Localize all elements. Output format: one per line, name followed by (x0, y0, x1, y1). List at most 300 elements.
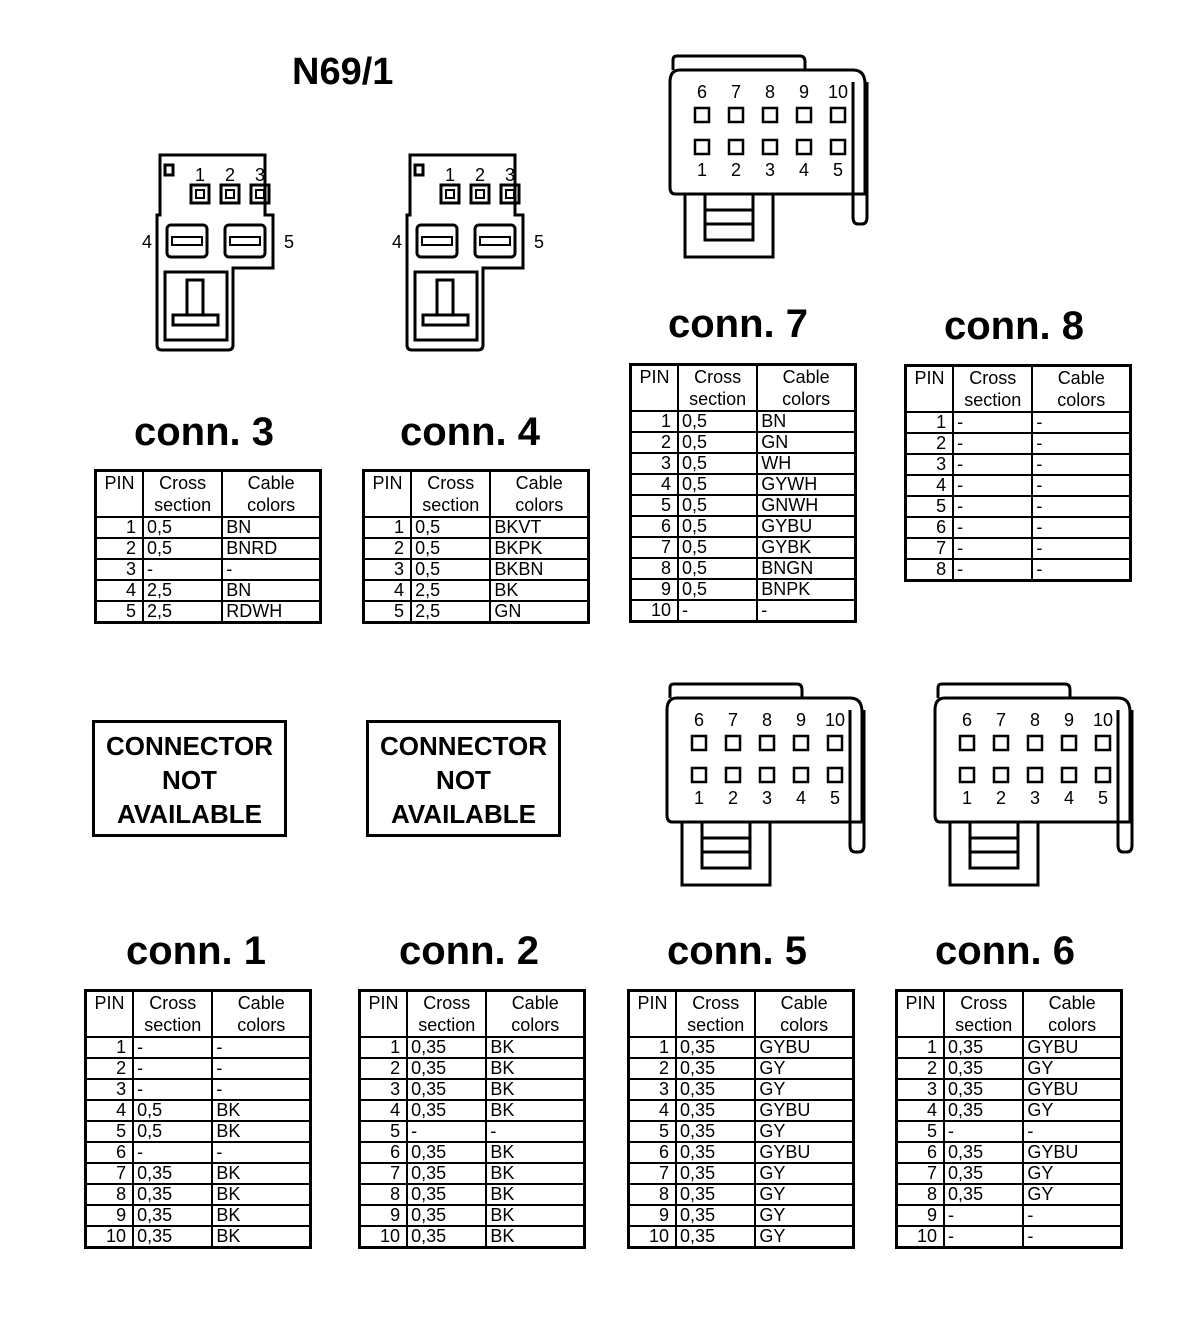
cross-section-value: 0,5 (133, 1100, 212, 1121)
pin-label: 1 (693, 788, 705, 808)
table-row (360, 1058, 585, 1079)
header-pin: PIN (96, 471, 144, 518)
lock-base (423, 315, 468, 325)
table-row (86, 1121, 311, 1142)
pin-number: 1 (360, 1037, 408, 1058)
pin-square (794, 736, 808, 750)
conn-6-table (895, 989, 1123, 1249)
pin-number: 1 (631, 411, 679, 432)
table-row (629, 1142, 854, 1163)
cable-color-value: BK (486, 1205, 584, 1226)
pin-label: 8 (761, 710, 773, 730)
pin-square (695, 140, 709, 154)
cable-color-value: BN (222, 580, 320, 601)
pin-label: 1 (961, 788, 973, 808)
pin-number: 4 (86, 1100, 134, 1121)
pin-square (828, 736, 842, 750)
conn-1-title: conn. 1 (125, 929, 267, 973)
pin-label: 2 (224, 165, 236, 185)
cross-section-value: 0,35 (944, 1100, 1023, 1121)
cable-color-value: BNRD (222, 538, 320, 559)
table-row (629, 1226, 854, 1248)
cross-section-value: 0,35 (407, 1058, 486, 1079)
cable-color-value: GY (755, 1121, 853, 1142)
header-cable-colors: Cable colors (1023, 991, 1121, 1038)
table-row (86, 1037, 311, 1058)
table-row (897, 1058, 1122, 1079)
cable-color-value: GYBU (1023, 1037, 1121, 1058)
pin-number: 3 (631, 453, 679, 474)
pin-label: 4 (1063, 788, 1075, 808)
conn-6-title: conn. 6 (934, 929, 1076, 973)
table-row (631, 579, 856, 600)
pin-number: 4 (631, 474, 679, 495)
cable-color-value: BKPK (490, 538, 588, 559)
conn-8-table (904, 364, 1132, 582)
cross-section-value: 0,35 (676, 1100, 755, 1121)
pin-socket (446, 190, 454, 198)
pin-number: 1 (86, 1037, 134, 1058)
table-row (96, 517, 321, 538)
pin-number: 10 (629, 1226, 677, 1248)
table-row (897, 1037, 1122, 1058)
cable-color-value: BK (486, 1079, 584, 1100)
pin-number: 1 (629, 1037, 677, 1058)
header-cross-section: Cross section (676, 991, 755, 1038)
table-row (631, 600, 856, 622)
cross-section-value: 0,35 (407, 1037, 486, 1058)
cross-section-value: - (407, 1121, 486, 1142)
pin-square (960, 768, 974, 782)
table-row (631, 474, 856, 495)
header-cross-section: Cross section (133, 991, 212, 1038)
cross-section-value: 0,5 (678, 579, 757, 600)
table-row (86, 1142, 311, 1163)
pin-square (695, 108, 709, 122)
cable-color-value: - (1032, 412, 1130, 433)
cable-color-value: - (1032, 454, 1130, 475)
table-row (897, 1121, 1122, 1142)
pin-number: 6 (629, 1142, 677, 1163)
header-cable-colors: Cable colors (755, 991, 853, 1038)
cable-color-value: GY (755, 1184, 853, 1205)
cross-section-value: 0,35 (676, 1205, 755, 1226)
pin-number: 1 (364, 517, 412, 538)
header-cross-section: Cross section (407, 991, 486, 1038)
power-blade (480, 237, 510, 245)
cross-section-value: 0,35 (944, 1037, 1023, 1058)
table-row (96, 559, 321, 580)
header-cross-section: Cross section (678, 365, 757, 412)
cross-section-value: - (953, 496, 1032, 517)
header-cable-colors: Cable colors (486, 991, 584, 1038)
cable-color-value: GYBU (755, 1142, 853, 1163)
table-row (360, 1163, 585, 1184)
table-header (96, 471, 321, 518)
pin-square (831, 140, 845, 154)
conn-2-table (358, 989, 586, 1249)
pin-number: 9 (631, 579, 679, 600)
pin-square (763, 140, 777, 154)
cable-color-value: BK (486, 1058, 584, 1079)
connector-5-drawing (662, 680, 872, 890)
table-row (906, 412, 1131, 433)
pin-square (994, 736, 1008, 750)
table-row (897, 1226, 1122, 1248)
cable-color-value: BNGN (757, 558, 855, 579)
cable-color-value: BK (486, 1142, 584, 1163)
pin-square (994, 768, 1008, 782)
cable-color-value: GYBU (755, 1037, 853, 1058)
conn-2-title: conn. 2 (398, 929, 540, 973)
pin-number: 8 (360, 1184, 408, 1205)
table-row (360, 1142, 585, 1163)
cross-section-value: 0,35 (133, 1163, 212, 1184)
header-cable-colors: Cable colors (490, 471, 588, 518)
pin-number: 6 (906, 517, 954, 538)
connector-top-edge (673, 56, 805, 70)
pin-number: 8 (86, 1184, 134, 1205)
pin-square (1096, 768, 1110, 782)
pin-square (760, 736, 774, 750)
pin-number: 2 (629, 1058, 677, 1079)
table-row (86, 1226, 311, 1248)
pin-number: 9 (629, 1205, 677, 1226)
pin-square (1062, 768, 1076, 782)
cable-color-value: GY (755, 1163, 853, 1184)
table-row (629, 1037, 854, 1058)
cross-section-value: 2,5 (143, 601, 222, 623)
table-header (906, 366, 1131, 413)
pin-square (441, 185, 459, 203)
cable-color-value: - (212, 1142, 310, 1163)
connector-4-drawing (385, 150, 560, 355)
cross-section-value: - (953, 433, 1032, 454)
power-blade (422, 237, 452, 245)
pin-number: 2 (360, 1058, 408, 1079)
table-row (629, 1058, 854, 1079)
header-pin: PIN (364, 471, 412, 518)
pin-number: 5 (86, 1121, 134, 1142)
lock-frame (165, 272, 227, 340)
cross-section-value: - (953, 475, 1032, 496)
cable-color-value: - (486, 1121, 584, 1142)
pin-number: 4 (364, 580, 412, 601)
pin-number: 1 (906, 412, 954, 433)
cable-color-value: BN (757, 411, 855, 432)
header-cable-colors: Cable colors (212, 991, 310, 1038)
pin-number: 5 (906, 496, 954, 517)
cable-color-value: - (1032, 517, 1130, 538)
table-row (629, 1184, 854, 1205)
table-header (897, 991, 1122, 1038)
table-row (897, 1205, 1122, 1226)
table-header (360, 991, 585, 1038)
pin-square (1062, 736, 1076, 750)
cross-section-value: 2,5 (411, 601, 490, 623)
pin-label: 3 (254, 165, 266, 185)
pin-socket (226, 190, 234, 198)
cross-section-value: 0,35 (944, 1184, 1023, 1205)
table-row (906, 433, 1131, 454)
cross-section-value: 0,35 (676, 1163, 755, 1184)
header-cross-section: Cross section (411, 471, 490, 518)
lock-frame (415, 272, 477, 340)
cable-color-value: - (1032, 538, 1130, 559)
pin-square (1028, 768, 1042, 782)
pin-square (191, 185, 209, 203)
pin-number: 4 (629, 1100, 677, 1121)
table-header (631, 365, 856, 412)
pin-label: 8 (1029, 710, 1041, 730)
pin-label: 7 (727, 710, 739, 730)
pin-number: 6 (631, 516, 679, 537)
cross-section-value: 0,35 (676, 1121, 755, 1142)
cable-color-value: - (1032, 559, 1130, 581)
cable-color-value: BK (212, 1100, 310, 1121)
lock-slider (702, 822, 750, 868)
cross-section-value: - (143, 559, 222, 580)
header-pin: PIN (631, 365, 679, 412)
cross-section-value: 0,35 (407, 1205, 486, 1226)
pin-number: 10 (86, 1226, 134, 1248)
table-row (897, 1142, 1122, 1163)
table-row (897, 1079, 1122, 1100)
connector-not-available-2 (366, 720, 561, 837)
pin-number: 5 (364, 601, 412, 623)
pin-number: 7 (906, 538, 954, 559)
pin-socket (196, 190, 204, 198)
pin-label: 3 (761, 788, 773, 808)
connector-top-edge (670, 684, 802, 698)
cable-color-value: GY (1023, 1184, 1121, 1205)
latch-tab (165, 165, 173, 175)
header-pin: PIN (906, 366, 954, 413)
pin-number: 8 (906, 559, 954, 581)
cross-section-value: 0,5 (678, 537, 757, 558)
pin-label: 4 (798, 160, 810, 180)
pin-square (794, 768, 808, 782)
pin-socket (506, 190, 514, 198)
pin-number: 3 (906, 454, 954, 475)
na-line-1: CONNECTOR (379, 731, 548, 761)
header-cable-colors: Cable colors (1032, 366, 1130, 413)
connector-not-available-1 (92, 720, 287, 837)
pin-number: 6 (897, 1142, 945, 1163)
table-row (360, 1079, 585, 1100)
pin-label: 1 (444, 165, 456, 185)
pin-label: 1 (696, 160, 708, 180)
table-row (96, 538, 321, 559)
cable-color-value: BK (486, 1184, 584, 1205)
pin-square (831, 108, 845, 122)
pin-label: 9 (798, 82, 810, 102)
cross-section-value: 0,35 (407, 1226, 486, 1248)
pin-number: 9 (360, 1205, 408, 1226)
cross-section-value: 0,35 (944, 1142, 1023, 1163)
table-row (631, 411, 856, 432)
cable-color-value: RDWH (222, 601, 320, 623)
header-pin: PIN (86, 991, 134, 1038)
power-blade (230, 237, 260, 245)
na-line-2: NOT (436, 765, 491, 795)
cable-color-value: GY (755, 1226, 853, 1248)
cable-color-value: BN (222, 517, 320, 538)
cable-color-value: GYWH (757, 474, 855, 495)
pin-square (726, 736, 740, 750)
pin-square (1096, 736, 1110, 750)
pin-number: 9 (86, 1205, 134, 1226)
table-row (360, 1121, 585, 1142)
conn-7-table (629, 363, 857, 623)
cable-color-value: GY (1023, 1058, 1121, 1079)
table-row (629, 1121, 854, 1142)
cross-section-value: 0,5 (678, 474, 757, 495)
conn-8-title: conn. 8 (943, 304, 1085, 348)
table-row (631, 558, 856, 579)
cross-section-value: 0,35 (676, 1184, 755, 1205)
pin-label: 5 (283, 232, 295, 252)
cable-color-value: GY (1023, 1100, 1121, 1121)
table-row (631, 516, 856, 537)
cable-color-value: BK (490, 580, 588, 601)
pin-square (760, 768, 774, 782)
cross-section-value: - (944, 1226, 1023, 1248)
pin-number: 8 (631, 558, 679, 579)
pin-label: 10 (1092, 710, 1114, 730)
cross-section-value: 0,35 (133, 1184, 212, 1205)
pin-number: 1 (897, 1037, 945, 1058)
cable-color-value: - (212, 1079, 310, 1100)
pin-number: 6 (86, 1142, 134, 1163)
pin-number: 7 (631, 537, 679, 558)
table-row (96, 601, 321, 623)
table-row (86, 1184, 311, 1205)
pin-number: 3 (96, 559, 144, 580)
cross-section-value: - (953, 454, 1032, 475)
pin-square (221, 185, 239, 203)
pin-label: 9 (795, 710, 807, 730)
pin-number: 8 (629, 1184, 677, 1205)
cross-section-value: 0,5 (133, 1121, 212, 1142)
lock-stem (187, 280, 203, 315)
table-row (629, 1079, 854, 1100)
header-pin: PIN (897, 991, 945, 1038)
cable-color-value: - (222, 559, 320, 580)
pin-socket (476, 190, 484, 198)
pin-square (1028, 736, 1042, 750)
cross-section-value: 0,35 (676, 1079, 755, 1100)
lock-base (173, 315, 218, 325)
cross-section-value: 0,35 (407, 1163, 486, 1184)
cross-section-value: 0,35 (944, 1079, 1023, 1100)
table-row (364, 538, 589, 559)
pin-number: 7 (629, 1163, 677, 1184)
pin-label: 6 (696, 82, 708, 102)
pin-label: 2 (727, 788, 739, 808)
pin-label: 4 (795, 788, 807, 808)
cross-section-value: - (133, 1058, 212, 1079)
table-row (86, 1163, 311, 1184)
pin-label: 8 (764, 82, 776, 102)
cable-color-value: - (212, 1037, 310, 1058)
pin-number: 2 (631, 432, 679, 453)
pin-label: 5 (832, 160, 844, 180)
cable-color-value: BKBN (490, 559, 588, 580)
conn-4-table (362, 469, 590, 624)
pin-number: 6 (360, 1142, 408, 1163)
lock-stem (437, 280, 453, 315)
pin-number: 5 (629, 1121, 677, 1142)
header-cable-colors: Cable colors (757, 365, 855, 412)
cross-section-value: 2,5 (143, 580, 222, 601)
pin-label: 7 (995, 710, 1007, 730)
table-row (360, 1226, 585, 1248)
pin-number: 7 (86, 1163, 134, 1184)
connector-6-drawing (930, 680, 1140, 890)
pin-label: 4 (391, 232, 403, 252)
pin-socket (256, 190, 264, 198)
cross-section-value: 0,35 (944, 1058, 1023, 1079)
header-cable-colors: Cable colors (222, 471, 320, 518)
table-row (906, 538, 1131, 559)
cable-color-value: GYBU (757, 516, 855, 537)
pin-label: 10 (824, 710, 846, 730)
pin-square (692, 736, 706, 750)
cable-color-value: BK (212, 1205, 310, 1226)
pin-label: 2 (474, 165, 486, 185)
cable-color-value: BK (212, 1121, 310, 1142)
table-row (86, 1079, 311, 1100)
pin-number: 9 (897, 1205, 945, 1226)
pin-number: 4 (96, 580, 144, 601)
pin-number: 3 (360, 1079, 408, 1100)
pin-number: 5 (631, 495, 679, 516)
pin-label: 1 (194, 165, 206, 185)
cable-color-value: GN (757, 432, 855, 453)
cross-section-value: 0,5 (678, 411, 757, 432)
pin-label: 9 (1063, 710, 1075, 730)
na-line-3: AVAILABLE (117, 799, 262, 829)
pin-label: 2 (995, 788, 1007, 808)
cable-color-value: BK (212, 1163, 310, 1184)
cable-color-value: GY (755, 1079, 853, 1100)
connector-7-drawing (665, 52, 875, 262)
cross-section-value: 0,5 (411, 517, 490, 538)
pin-number: 4 (897, 1100, 945, 1121)
header-pin: PIN (360, 991, 408, 1038)
pin-number: 2 (897, 1058, 945, 1079)
table-row (364, 580, 589, 601)
pin-number: 3 (364, 559, 412, 580)
cross-section-value: 0,35 (133, 1205, 212, 1226)
connector-top-edge (938, 684, 1070, 698)
cross-section-value: 0,35 (407, 1079, 486, 1100)
cable-color-value: GYBK (757, 537, 855, 558)
cable-color-value: - (1023, 1205, 1121, 1226)
pin-label: 6 (961, 710, 973, 730)
cross-section-value: 0,5 (678, 432, 757, 453)
cross-section-value: - (133, 1037, 212, 1058)
conn-3-table (94, 469, 322, 624)
table-row (96, 580, 321, 601)
pin-number: 4 (360, 1100, 408, 1121)
pin-square (729, 108, 743, 122)
table-row (629, 1163, 854, 1184)
pin-square (797, 108, 811, 122)
pin-square (726, 768, 740, 782)
table-row (86, 1058, 311, 1079)
